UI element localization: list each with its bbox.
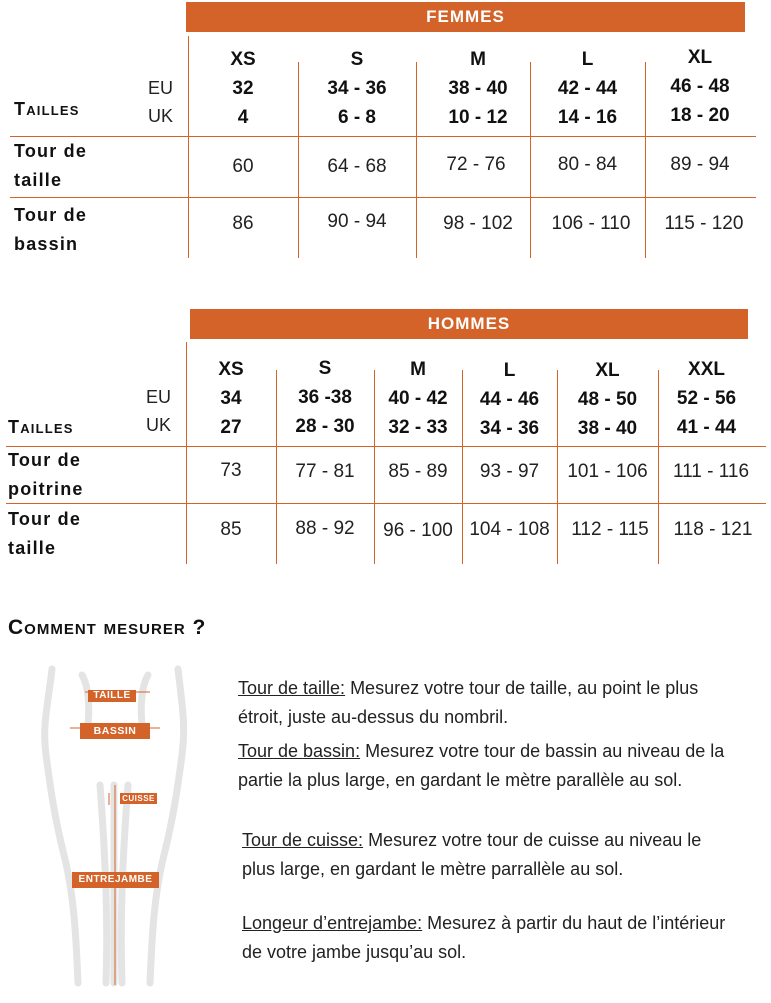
femmes-value: 98 - 102 xyxy=(443,213,513,234)
hommes-uk-label: UK xyxy=(146,415,172,435)
row-label-line: bassin xyxy=(14,234,79,254)
femmes-tailles-label: Tailles xyxy=(14,99,80,119)
uk-size: 6 - 8 xyxy=(337,107,377,128)
hommes-value: 77 - 81 xyxy=(295,461,355,482)
hommes-size-col xyxy=(462,356,557,443)
uk-size: 10 - 12 xyxy=(448,107,508,128)
size-label: S xyxy=(350,49,364,70)
femmes-value: 90 - 94 xyxy=(327,211,387,232)
hommes-banner: HOMMES xyxy=(190,309,748,339)
measure-desc: étroit, juste au-dessus du nombril. xyxy=(238,706,509,727)
hommes-tailles-label: Tailles xyxy=(8,417,74,437)
femmes-banner: FEMMES xyxy=(186,2,745,32)
measure-entrejambe-text xyxy=(242,909,767,966)
uk-size: 28 - 30 xyxy=(295,416,355,437)
eu-size: 36 -38 xyxy=(298,387,352,408)
eu-size: 52 - 56 xyxy=(676,388,737,409)
measure-desc: de votre jambe jusqu’au sol. xyxy=(242,941,467,962)
femmes-uk-label: UK xyxy=(148,106,174,126)
femmes-eu-label: EU xyxy=(148,78,174,98)
measure-taille-text xyxy=(238,674,763,731)
row-label-line: poitrine xyxy=(8,479,84,499)
size-label: L xyxy=(581,49,594,70)
size-label: XXL xyxy=(688,359,725,380)
cuisse-tag: CUISSE xyxy=(120,793,157,804)
femmes-value: 86 xyxy=(232,213,254,234)
hommes-value: 85 - 89 xyxy=(388,461,448,482)
hommes-size-col xyxy=(557,356,658,443)
femmes-size-col xyxy=(188,45,298,132)
hommes-size-col xyxy=(374,355,462,442)
row-label-line: Tour de xyxy=(8,509,82,529)
femmes-value: 115 - 120 xyxy=(664,213,744,234)
eu-size: 44 - 46 xyxy=(479,389,540,410)
measure-term: Tour de taille: xyxy=(238,678,346,698)
hommes-value: 93 - 97 xyxy=(479,461,540,482)
hommes-value: 85 xyxy=(220,519,242,540)
hommes-row-label xyxy=(8,505,81,563)
measure-desc: partie la plus large, en gardant le mètre parallèle au sol. xyxy=(238,769,683,790)
femmes-value: 89 - 94 xyxy=(670,154,730,175)
uk-size: 32 - 33 xyxy=(388,417,448,438)
divider xyxy=(6,503,766,504)
uk-size: 27 xyxy=(220,417,242,438)
body-silhouette-illustration xyxy=(30,665,200,990)
hommes-size-col xyxy=(186,355,276,442)
hommes-value: 96 - 100 xyxy=(383,520,453,541)
uk-size: 4 xyxy=(237,107,249,128)
measure-desc: plus large, en gardant le mètre parrallèle au sol. xyxy=(242,858,624,879)
hommes-value: 112 - 115 xyxy=(571,519,649,540)
eu-size: 40 - 42 xyxy=(388,388,448,409)
uk-size: 14 - 16 xyxy=(557,107,618,128)
size-label: S xyxy=(318,358,332,379)
size-label: XL xyxy=(687,47,713,68)
measure-desc: Mesurez votre tour de taille, au point le plus xyxy=(345,678,699,698)
hommes-value: 88 - 92 xyxy=(295,518,355,539)
femmes-value: 106 - 110 xyxy=(551,213,631,234)
femmes-size-col xyxy=(416,45,540,132)
measure-bassin-text xyxy=(238,737,763,794)
femmes-value: 80 - 84 xyxy=(557,154,618,175)
eu-size: 34 - 36 xyxy=(327,78,387,99)
divider xyxy=(6,446,766,447)
row-label-line: taille xyxy=(14,170,63,190)
uk-size: 38 - 40 xyxy=(577,418,638,439)
row-label-line: taille xyxy=(8,538,57,558)
eu-size: 32 xyxy=(232,78,254,99)
measure-term: Tour de bassin: xyxy=(238,741,361,761)
taille-tag: TAILLE xyxy=(88,690,136,702)
measure-title: Comment mesurer ? xyxy=(8,616,207,639)
femmes-row-label xyxy=(14,137,87,195)
femmes-size-col xyxy=(530,45,645,132)
row-label-line: Tour de xyxy=(14,205,88,225)
hommes-value: 101 - 106 xyxy=(567,461,648,482)
divider xyxy=(10,197,756,198)
size-label: L xyxy=(503,360,516,381)
femmes-size-col xyxy=(298,45,416,132)
femmes-value: 64 - 68 xyxy=(327,156,387,177)
femmes-row-label xyxy=(14,201,87,259)
divider xyxy=(10,136,756,137)
row-label-line: Tour de xyxy=(8,450,82,470)
size-label: XL xyxy=(595,360,620,381)
hommes-value: 104 - 108 xyxy=(469,519,550,540)
size-label: M xyxy=(470,49,486,70)
measure-desc: Mesurez votre tour de bassin au niveau de la xyxy=(360,741,725,761)
eu-size: 46 - 48 xyxy=(670,76,730,97)
measure-term: Longeur d’entrejambe: xyxy=(242,913,423,933)
hommes-value: 73 xyxy=(220,460,242,481)
femmes-size-col xyxy=(645,43,755,130)
eu-size: 38 - 40 xyxy=(448,78,508,99)
hommes-eu-label: EU xyxy=(146,387,172,407)
measure-desc: Mesurez votre tour de cuisse au niveau le xyxy=(363,830,702,850)
femmes-value: 60 xyxy=(232,156,254,177)
hommes-size-col xyxy=(658,355,755,442)
eu-size: 34 xyxy=(220,388,242,409)
size-label: XS xyxy=(230,49,256,70)
eu-size: 48 - 50 xyxy=(577,389,638,410)
femmes-value: 72 - 76 xyxy=(446,154,506,175)
bassin-tag: BASSIN xyxy=(80,723,150,739)
measure-desc: Mesurez à partir du haut de l’intérieur xyxy=(422,913,726,933)
uk-size: 18 - 20 xyxy=(670,105,730,126)
hommes-row-label xyxy=(8,446,84,504)
hommes-value: 111 - 116 xyxy=(672,461,750,482)
size-label: XS xyxy=(218,359,244,380)
entrejambe-tag: ENTREJAMBE xyxy=(72,872,159,888)
hommes-size-col xyxy=(276,354,374,441)
measure-term: Tour de cuisse: xyxy=(242,830,364,850)
uk-size: 34 - 36 xyxy=(479,418,540,439)
measure-cuisse-text xyxy=(242,826,767,883)
size-label: M xyxy=(410,359,426,380)
hommes-value: 118 - 121 xyxy=(673,519,753,540)
eu-size: 42 - 44 xyxy=(557,78,618,99)
row-label-line: Tour de xyxy=(14,141,88,161)
uk-size: 41 - 44 xyxy=(676,417,737,438)
